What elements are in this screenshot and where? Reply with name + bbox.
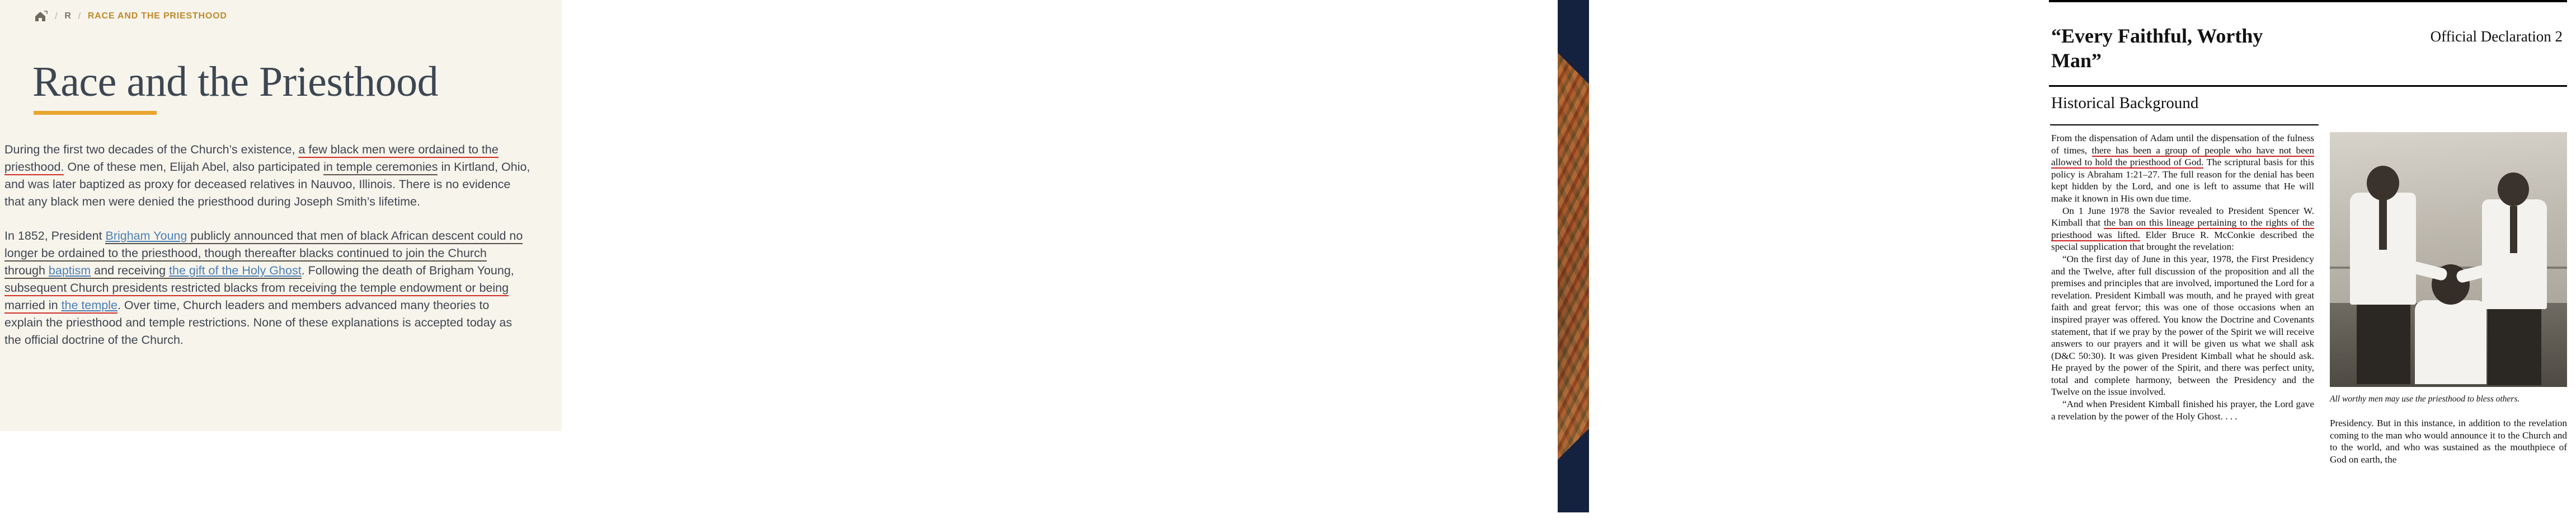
link-brigham-young[interactable]: Brigham Young	[105, 229, 187, 244]
p1-highlight-2: in temple ceremonies	[323, 160, 438, 175]
essay-paragraph-2	[4, 227, 530, 349]
manual-left-column	[2051, 132, 2314, 422]
essay-body	[0, 118, 562, 431]
title-underline-rule	[34, 111, 157, 115]
manual-top-rule	[2049, 0, 2567, 2]
home-icon[interactable]	[34, 10, 48, 22]
p2-text-c: and receiving	[91, 264, 169, 279]
ml-p1-b: The scriptural basis for this policy is Abraham 1:21–27. The full reason for the denial has been kept hidden by the Lord, and one is left to assume that He will make it known in His own due time.	[2051, 157, 2314, 204]
manual-page-panel	[1018, 0, 2567, 532]
photo-figure-right-head	[2498, 172, 2529, 206]
link-the-temple[interactable]: the temple	[62, 298, 117, 314]
ml-p2-highlight: the ban on this lineage pertaining to the rights of the priesthood was lifted.	[2051, 217, 2314, 240]
page-title: Race and the Priesthood	[32, 58, 439, 105]
manual-left-paragraph-2	[2051, 205, 2314, 253]
breadcrumb[interactable]	[34, 10, 227, 22]
p1-text-c: in Kirtland, Ohio, and was later baptized as proxy for deceased relatives in Nauvoo, Illinois. There is no evidence that any black men were denied the priesthood during Joseph Smith’s lifetime.	[4, 160, 530, 208]
manual-section-heading: Historical Background	[2051, 94, 2199, 112]
p2-text-b: publicly announced that men of black African descent could no longer be ordained to the priesthood, though thereafter blacks continued to join the Church through	[4, 229, 523, 279]
p2-text-a: In 1852, President	[4, 229, 106, 242]
ml-p2-a: On 1 June 1978 the Savior revealed to President Spencer W. Kimball that	[2051, 205, 2314, 228]
manual-title: “Every Faithful, Worthy Man”	[2051, 25, 2263, 72]
manual-official-declaration: Official Declaration 2	[2430, 28, 2563, 45]
manual-right-column-text	[2330, 417, 2567, 465]
photo-caption: All worthy men may use the priesthood to bless others.	[2330, 394, 2520, 404]
p2-text-e: . Over time, Church leaders and members advanced many theories to explain the priesthood and temple restrictions. None of these explanations is accepted today as the official doctrine of the Church.	[4, 298, 513, 347]
photo-figure-left-head	[2367, 166, 2399, 200]
p1-highlight-1: a few black men were ordained to the priesthood.	[4, 143, 499, 175]
photo-seated-figure-body	[2415, 300, 2486, 384]
essay-panel	[0, 0, 604, 532]
essay-paragraph-1	[4, 141, 530, 211]
manual-right-column	[2330, 132, 2567, 465]
manual-left-paragraph-3: “On the first day of June in this year, 1978, the First Presidency and the Twelve, after full discussion of the proposition and all the premises and principles that are involved, importuned the Lord for a revelation. President Kimball was mouth, and he prayed with great faith and great fervor; this was one of those occasions when an inspired prayer was offered. You know the Doctrine and Covenants statement, that if we pray by the power of the Spirit we will receive answers to our prayers and it will be given us what we shall ask (D&C 50:30). It was given President Kimball what he should ask. He prayed by the power of the Spirit, and there was perfect unity, total and complete harmony, between the Presidency and the Twelve on the issue involved.	[2051, 253, 2314, 398]
priesthood-blessing-photo	[2330, 132, 2567, 387]
ml-p1-highlight: there has been a group of people who have not been allowed to hold the priesthood of God.	[2051, 144, 2314, 168]
breadcrumb-current: RACE AND THE PRIESTHOOD	[87, 11, 227, 21]
manual-middle-rule	[2049, 85, 2567, 87]
manual-page	[2037, 0, 2576, 532]
breadcrumb-separator-1: /	[55, 11, 58, 21]
breadcrumb-separator-2: /	[78, 11, 81, 21]
manual-section-rule	[2050, 124, 2319, 125]
p2-highlight-1: subsequent Church presidents restricted blacks from receiving the temple endowment or being married in	[4, 281, 509, 314]
photo-figure-left-tie	[2379, 199, 2387, 250]
link-baptism[interactable]: baptism	[49, 264, 91, 279]
manual-right-paragraph-1: Presidency. But in this instance, in addition to the revelation coming to the man who would announce it to the Church and to the world, and who was sustained as the mouthpiece of God on earth, the	[2330, 418, 2567, 465]
photo-figure-right-trousers	[2488, 304, 2541, 385]
photo-figure-left-trousers	[2357, 300, 2410, 384]
p2-text-d: . Following the death of Brigham Young,	[301, 264, 514, 277]
book-cover-panel	[604, 0, 1018, 532]
manual-left-paragraph-1	[2051, 132, 2314, 205]
p1-text-a: During the first two decades of the Church’s existence,	[4, 143, 299, 156]
p1-text-b: One of these men, Elijah Abel, also participated	[64, 160, 324, 174]
ml-p1-a: From the dispensation of Adam until the dispensation of the fulness of times,	[2051, 133, 2314, 156]
link-gift-of-the-holy-ghost[interactable]: the gift of the Holy Ghost	[169, 264, 302, 279]
photo-figure-right-tie	[2510, 206, 2517, 253]
ml-p2-b: Elder Bruce R. McConkie described the special supplication that brought the revelation:	[2051, 229, 2315, 253]
breadcrumb-section[interactable]: R	[64, 11, 72, 21]
manual-left-paragraph-4: “And when President Kimball finished his prayer, the Lord gave a revelation by the power of the Holy Ghost. . . .	[2051, 399, 2314, 422]
